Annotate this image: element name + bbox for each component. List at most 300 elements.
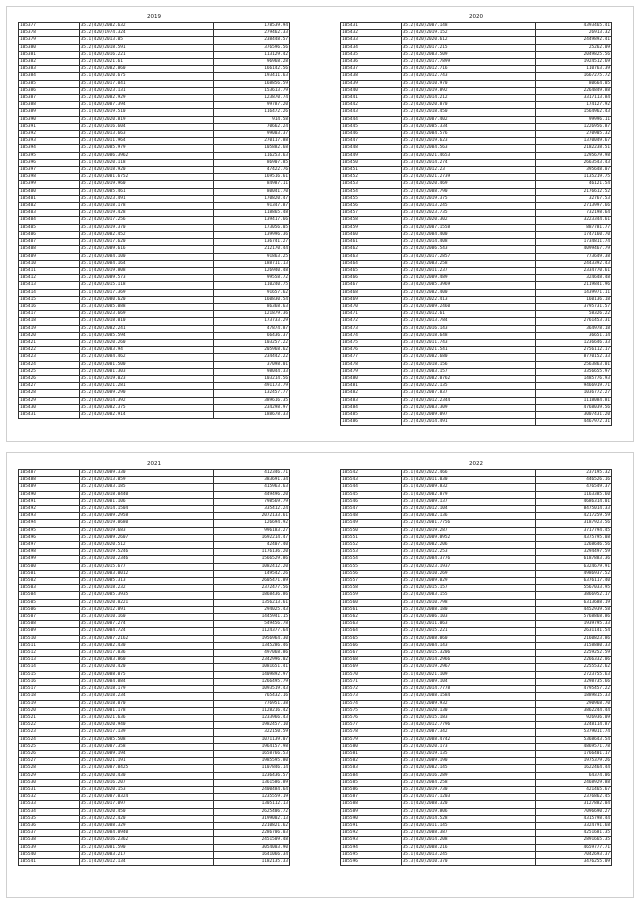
row-code-cell: 35.3(420)2015.677 bbox=[79, 563, 213, 570]
table-row bbox=[19, 397, 290, 404]
row-id-cell: 105396 bbox=[19, 159, 80, 166]
row-code-cell: 35.2(420)2020.420 bbox=[79, 664, 213, 671]
row-id-cell: 105384 bbox=[19, 73, 80, 80]
row-code-cell: 35.3(420)2021.281 bbox=[79, 383, 213, 390]
table-row bbox=[19, 700, 290, 707]
table-row bbox=[19, 664, 290, 671]
row-id-cell: 105387 bbox=[19, 95, 80, 102]
row-amount-cell: 8475014.33 bbox=[535, 506, 611, 513]
row-amount-cell: 1036772.27 bbox=[535, 390, 611, 397]
row-code-cell: 35.3(420)2010.370 bbox=[401, 858, 535, 865]
table-row bbox=[341, 397, 612, 404]
table-row bbox=[341, 30, 612, 37]
row-amount-cell: 1566529.86 bbox=[213, 556, 289, 563]
row-amount-cell: 1889815.33 bbox=[535, 693, 611, 700]
table-row bbox=[341, 693, 612, 700]
row-amount-cell: 66436.37 bbox=[213, 332, 289, 339]
table-row bbox=[19, 375, 290, 382]
row-code-cell: 35.2(420)2018.232 bbox=[79, 585, 213, 592]
row-code-cell: 35.2(420)2013.059 bbox=[79, 477, 213, 484]
row-amount-cell: 2468929.88 bbox=[535, 779, 611, 786]
row-code-cell: 35.2(420)2020.173 bbox=[401, 743, 535, 750]
table-row bbox=[341, 808, 612, 815]
row-amount-cell: 2176612.52 bbox=[535, 188, 611, 195]
row-id-cell: 105393 bbox=[19, 138, 80, 145]
row-amount-cell: 91863.25 bbox=[213, 253, 289, 260]
row-id-cell: 105563 bbox=[341, 621, 402, 628]
table-row bbox=[341, 116, 612, 123]
row-code-cell: 35.3(420)2002.375 bbox=[79, 404, 213, 411]
row-amount-cell: 1163385.60 bbox=[535, 491, 611, 498]
table-row bbox=[19, 354, 290, 361]
row-code-cell: 35.1(420)2019.808 bbox=[79, 267, 213, 274]
row-id-cell: 105401 bbox=[19, 195, 80, 202]
table-row bbox=[19, 217, 290, 224]
row-amount-cell: 279462.33 bbox=[213, 30, 289, 37]
row-id-cell: 105555 bbox=[341, 563, 402, 570]
table-row bbox=[341, 311, 612, 318]
table-row bbox=[19, 411, 290, 418]
table-row bbox=[341, 260, 612, 267]
row-amount-cell: 238448.57 bbox=[213, 37, 289, 44]
row-id-cell: 105548 bbox=[341, 513, 402, 520]
row-code-cell: 35.2(420)2021.2739 bbox=[401, 174, 535, 181]
table-row bbox=[19, 368, 290, 375]
table-row bbox=[341, 73, 612, 80]
row-code-cell: 35.1(420)2019.510 bbox=[79, 109, 213, 116]
row-code-cell: 35.1(420)2013.05 bbox=[79, 37, 213, 44]
row-amount-cell: 491173.79 bbox=[213, 383, 289, 390]
table-row bbox=[19, 750, 290, 757]
table-row bbox=[19, 80, 290, 87]
table-row bbox=[19, 267, 290, 274]
table-row bbox=[19, 786, 290, 793]
row-id-cell: 105503 bbox=[19, 585, 80, 592]
row-code-cell: 35.3(420)2008.329 bbox=[79, 822, 213, 829]
table-row bbox=[341, 217, 612, 224]
row-id-cell: 105475 bbox=[341, 339, 402, 346]
row-amount-cell: 1667275.72 bbox=[535, 73, 611, 80]
row-amount-cell: 99787.20 bbox=[213, 102, 289, 109]
row-amount-cell: 2625406.72 bbox=[213, 808, 289, 815]
table-row bbox=[341, 671, 612, 678]
row-id-cell: 105591 bbox=[341, 822, 402, 829]
table-row bbox=[19, 606, 290, 613]
row-id-cell: 105492 bbox=[19, 506, 80, 513]
table-row bbox=[341, 411, 612, 418]
row-id-cell: 105410 bbox=[19, 260, 80, 267]
row-id-cell: 105479 bbox=[341, 368, 402, 375]
row-code-cell: 35.2(420)2001.6752 bbox=[79, 174, 213, 181]
row-id-cell: 105426 bbox=[19, 375, 80, 382]
row-amount-cell: 26913.32 bbox=[535, 30, 611, 37]
row-id-cell: 105541 bbox=[19, 858, 80, 865]
row-amount-cell: 123870.74 bbox=[213, 95, 289, 102]
row-code-cell: 35.3(420)2023.491 bbox=[79, 195, 213, 202]
table-row bbox=[19, 722, 290, 729]
table-row bbox=[341, 542, 612, 549]
row-id-cell: 105430 bbox=[19, 404, 80, 411]
row-amount-cell: 1356213.61 bbox=[213, 599, 289, 606]
row-code-cell: 35.2(420)2020.612 bbox=[401, 37, 535, 44]
row-amount-cell: 42407.40 bbox=[213, 542, 289, 549]
table-row bbox=[341, 174, 612, 181]
row-id-cell: 105488 bbox=[19, 477, 80, 484]
row-amount-cell: 99558.72 bbox=[213, 275, 289, 282]
table-row bbox=[341, 339, 612, 346]
table-row bbox=[19, 527, 290, 534]
row-code-cell: 35.2(420)2018.156 bbox=[401, 361, 535, 368]
row-id-cell: 105425 bbox=[19, 368, 80, 375]
row-amount-cell: 110240.75 bbox=[213, 282, 289, 289]
table-row bbox=[341, 282, 612, 289]
row-amount-cell: 1868436.86 bbox=[213, 592, 289, 599]
row-id-cell: 105480 bbox=[341, 375, 402, 382]
row-amount-cell: 2266332.06 bbox=[535, 657, 611, 664]
row-code-cell: 35.1(420)2011.030 bbox=[401, 477, 535, 484]
table-row bbox=[341, 59, 612, 66]
row-code-cell: 35.2(420)2011.237 bbox=[401, 267, 535, 274]
table-row bbox=[341, 686, 612, 693]
row-amount-cell: 58326.22 bbox=[535, 311, 611, 318]
row-amount-cell: 149542.26 bbox=[213, 570, 289, 577]
table-row bbox=[19, 311, 290, 318]
row-id-cell: 105499 bbox=[19, 556, 80, 563]
row-code-cell: 35.2(420)2008.060 bbox=[401, 635, 535, 642]
row-amount-cell: 46121.54 bbox=[535, 181, 611, 188]
table-row bbox=[341, 152, 612, 159]
table-row bbox=[19, 260, 290, 267]
row-id-cell: 105542 bbox=[341, 470, 402, 477]
row-id-cell: 105412 bbox=[19, 275, 80, 282]
table-row bbox=[341, 253, 612, 260]
row-id-cell: 105552 bbox=[341, 542, 402, 549]
row-amount-cell: 926936.09 bbox=[535, 714, 611, 721]
row-id-cell: 105464 bbox=[341, 260, 402, 267]
row-code-cell: 35.2(420)2009.616 bbox=[79, 246, 213, 253]
row-id-cell: 105406 bbox=[19, 231, 80, 238]
row-id-cell: 105538 bbox=[19, 837, 80, 844]
row-amount-cell: 3317113.84 bbox=[535, 95, 611, 102]
row-id-cell: 105472 bbox=[341, 318, 402, 325]
row-code-cell: 35.2(420)2007.148 bbox=[401, 23, 535, 30]
table-row bbox=[19, 635, 290, 642]
row-id-cell: 105505 bbox=[19, 599, 80, 606]
row-code-cell: 35.3(420)2009.137 bbox=[401, 498, 535, 505]
table-row bbox=[341, 520, 612, 527]
table-row bbox=[341, 657, 612, 664]
row-amount-cell: 1236646.33 bbox=[535, 339, 611, 346]
row-code-cell: 35.3(420)2019.370 bbox=[79, 224, 213, 231]
row-id-cell: 105418 bbox=[19, 318, 80, 325]
row-id-cell: 105485 bbox=[341, 411, 402, 418]
row-amount-cell: 2891665.35 bbox=[535, 837, 611, 844]
row-amount-cell: 2255532.62 bbox=[535, 664, 611, 671]
table-row bbox=[19, 145, 290, 152]
table-row bbox=[19, 470, 290, 477]
table-row bbox=[341, 786, 612, 793]
row-id-cell: 105394 bbox=[19, 145, 80, 152]
table-row bbox=[341, 830, 612, 837]
table-row bbox=[19, 477, 290, 484]
row-amount-cell: 364978.18 bbox=[535, 325, 611, 332]
table-row bbox=[19, 181, 290, 188]
row-amount-cell: 1182135.33 bbox=[213, 858, 289, 865]
row-amount-cell: 2264849.88 bbox=[535, 87, 611, 94]
row-amount-cell: 178539.94 bbox=[213, 23, 289, 30]
row-amount-cell: 5379011.74 bbox=[535, 729, 611, 736]
table-row bbox=[19, 642, 290, 649]
table-row bbox=[19, 801, 290, 808]
row-code-cell: 35.2(420)2018.591 bbox=[79, 44, 213, 51]
table-row bbox=[19, 303, 290, 310]
row-code-cell: 35.2(420)2012.61 bbox=[401, 311, 535, 318]
row-code-cell: 35.3(420)2003.0012 bbox=[79, 570, 213, 577]
row-code-cell: 35.2(420)2005.508 bbox=[79, 736, 213, 743]
row-amount-cell: 1622464.44 bbox=[535, 765, 611, 772]
row-code-cell: 35.3(420)2020.819 bbox=[79, 116, 213, 123]
table-row bbox=[341, 614, 612, 621]
table-row bbox=[341, 534, 612, 541]
row-code-cell: 35.1(420)2019.023 bbox=[79, 375, 213, 382]
table-row bbox=[341, 599, 612, 606]
row-code-cell: 35.2(420)2018.070 bbox=[79, 700, 213, 707]
row-amount-cell: 3199002.13 bbox=[213, 815, 289, 822]
row-amount-cell: 1118084.81 bbox=[535, 397, 611, 404]
row-id-cell: 105495 bbox=[19, 527, 80, 534]
row-code-cell: 35.2(420)2002.145 bbox=[401, 765, 535, 772]
row-code-cell: 35.3(420)2020.940 bbox=[79, 722, 213, 729]
row-amount-cell: 139996.36 bbox=[213, 231, 289, 238]
row-amount-cell: 173056.05 bbox=[213, 224, 289, 231]
row-code-cell: 35.2(420)2000.620 bbox=[79, 296, 213, 303]
row-amount-cell: 6313688.19 bbox=[535, 599, 611, 606]
row-code-cell: 35.2(420)2020.302 bbox=[401, 217, 535, 224]
row-amount-cell: 4375795.08 bbox=[535, 534, 611, 541]
table-row bbox=[19, 390, 290, 397]
row-id-cell: 105431 bbox=[341, 23, 402, 30]
row-code-cell: 35.3(420)2021.636 bbox=[79, 714, 213, 721]
row-amount-cell: 776951.38 bbox=[213, 700, 289, 707]
table-row bbox=[341, 549, 612, 556]
row-code-cell: 35.3(420)2009.190 bbox=[401, 758, 535, 765]
row-id-cell: 105587 bbox=[341, 794, 402, 801]
row-amount-cell: 3223344.61 bbox=[535, 217, 611, 224]
row-id-cell: 105526 bbox=[19, 750, 80, 757]
table-row bbox=[19, 138, 290, 145]
row-amount-cell: 7042693.37 bbox=[535, 851, 611, 858]
row-id-cell: 105581 bbox=[341, 750, 402, 757]
row-amount-cell: 86368.63 bbox=[213, 303, 289, 310]
table-row bbox=[341, 563, 612, 570]
row-amount-cell: 1766401.17 bbox=[535, 750, 611, 757]
row-id-cell: 105509 bbox=[19, 628, 80, 635]
row-code-cell: 35.3(420)2004.143 bbox=[401, 642, 535, 649]
row-amount-cell: 1982457.10 bbox=[213, 722, 289, 729]
row-code-cell: 35.3(420)2005.461 bbox=[79, 188, 213, 195]
row-id-cell: 105467 bbox=[341, 282, 402, 289]
table-row bbox=[19, 506, 290, 513]
row-amount-cell: 376596.56 bbox=[213, 44, 289, 51]
table-row bbox=[19, 830, 290, 837]
row-amount-cell: 3717794.45 bbox=[535, 527, 611, 534]
table-row bbox=[341, 181, 612, 188]
table-row bbox=[341, 23, 612, 30]
row-code-cell: 35.3(420)2013.245 bbox=[401, 203, 535, 210]
row-amount-cell: 1235559.19 bbox=[213, 794, 289, 801]
row-id-cell: 105487 bbox=[19, 470, 80, 477]
row-amount-cell: 1564962.43 bbox=[535, 109, 611, 116]
row-amount-cell: 1734811.74 bbox=[535, 239, 611, 246]
row-id-cell: 105551 bbox=[341, 534, 402, 541]
table-row bbox=[341, 700, 612, 707]
row-code-cell: 35.2(420)2004.462 bbox=[79, 354, 213, 361]
row-id-cell: 105529 bbox=[19, 772, 80, 779]
table-row bbox=[19, 51, 290, 58]
row-id-cell: 105404 bbox=[19, 217, 80, 224]
table-row bbox=[341, 844, 612, 851]
row-code-cell: 35.2(420)2007.0324 bbox=[79, 794, 213, 801]
row-amount-cell: 449496.20 bbox=[213, 491, 289, 498]
row-code-cell: 35.2(420)2008.790 bbox=[401, 188, 535, 195]
row-code-cell: 35.3(420)2005.334 bbox=[401, 123, 535, 130]
row-id-cell: 105419 bbox=[19, 325, 80, 332]
row-amount-cell: 136741.27 bbox=[213, 239, 289, 246]
row-id-cell: 105571 bbox=[341, 678, 402, 685]
row-id-cell: 105449 bbox=[341, 152, 402, 159]
table-row bbox=[19, 714, 290, 721]
row-id-cell: 105590 bbox=[341, 815, 402, 822]
row-id-cell: 105411 bbox=[19, 267, 80, 274]
table-row bbox=[19, 361, 290, 368]
row-code-cell: 35.2(420)2008.4742 bbox=[401, 736, 535, 743]
row-code-cell: 35.2(420)2006.103 bbox=[401, 614, 535, 621]
row-code-cell: 35.2(420)2009.2607 bbox=[79, 534, 213, 541]
row-amount-cell: 188711.13 bbox=[213, 260, 289, 267]
table-row bbox=[19, 325, 290, 332]
row-amount-cell: 3298735.66 bbox=[535, 678, 611, 685]
row-id-cell: 105536 bbox=[19, 822, 80, 829]
row-amount-cell: 169516.61 bbox=[213, 174, 289, 181]
row-code-cell: 35.3(420)2011.743 bbox=[401, 339, 535, 346]
table-row bbox=[19, 174, 290, 181]
table-row bbox=[19, 779, 290, 786]
ledger-table bbox=[340, 469, 612, 866]
row-id-cell: 105382 bbox=[19, 59, 80, 66]
table-row bbox=[19, 570, 290, 577]
row-id-cell: 105474 bbox=[341, 332, 402, 339]
table-row bbox=[341, 51, 612, 58]
ledger-table bbox=[340, 22, 612, 426]
row-code-cell: 35.2(420)2007.0425 bbox=[79, 765, 213, 772]
row-code-cell: 35.3(420)2004.563 bbox=[401, 145, 535, 152]
row-id-cell: 105447 bbox=[341, 138, 402, 145]
table-row bbox=[341, 167, 612, 174]
row-id-cell: 105578 bbox=[341, 729, 402, 736]
row-amount-cell: 2713997.66 bbox=[535, 203, 611, 210]
row-amount-cell: 1236436.57 bbox=[213, 772, 289, 779]
row-amount-cell: 270905.32 bbox=[535, 131, 611, 138]
row-code-cell: 35.2(420)2019.5246 bbox=[79, 549, 213, 556]
row-amount-cell: 1081651.41 bbox=[213, 664, 289, 671]
table-row bbox=[341, 224, 612, 231]
row-code-cell: 35.2(420)2003.860 bbox=[79, 657, 213, 664]
row-amount-cell: 126940.48 bbox=[213, 267, 289, 274]
row-code-cell: 35.2(420)2006.543 bbox=[401, 246, 535, 253]
table-row bbox=[341, 383, 612, 390]
row-id-cell: 105459 bbox=[341, 224, 402, 231]
row-id-cell: 105567 bbox=[341, 650, 402, 657]
row-amount-cell: 2400484.64 bbox=[213, 786, 289, 793]
row-amount-cell: 84987.11 bbox=[213, 181, 289, 188]
table-row bbox=[341, 621, 612, 628]
row-code-cell: 35.2(420)2001.500 bbox=[79, 361, 213, 368]
row-amount-cell: 36651.14 bbox=[535, 332, 611, 339]
table-row bbox=[341, 498, 612, 505]
year-section-2022 bbox=[340, 461, 612, 866]
row-amount-cell: 153613.79 bbox=[213, 87, 289, 94]
row-amount-cell: 446526.16 bbox=[535, 477, 611, 484]
row-code-cell: 35.2(420)2020.0221 bbox=[79, 599, 213, 606]
table-row bbox=[341, 289, 612, 296]
row-amount-cell: 1071139.07 bbox=[213, 736, 289, 743]
row-id-cell: 105543 bbox=[341, 477, 402, 484]
table-row bbox=[341, 722, 612, 729]
row-amount-cell: 2605471.89 bbox=[213, 578, 289, 585]
row-id-cell: 105468 bbox=[341, 289, 402, 296]
row-id-cell: 105383 bbox=[19, 66, 80, 73]
row-code-cell: 35.2(420)2017.139 bbox=[79, 729, 213, 736]
row-amount-cell: 2723755.63 bbox=[535, 671, 611, 678]
table-row bbox=[19, 102, 290, 109]
row-code-cell: 35.2(420)2015.221 bbox=[401, 628, 535, 635]
row-id-cell: 105402 bbox=[19, 203, 80, 210]
row-id-cell: 105380 bbox=[19, 44, 80, 51]
row-id-cell: 105431 bbox=[19, 411, 80, 418]
row-amount-cell: 47874.87 bbox=[213, 325, 289, 332]
row-amount-cell: 497068.86 bbox=[213, 650, 289, 657]
row-id-cell: 105407 bbox=[19, 239, 80, 246]
row-amount-cell: 116472.26 bbox=[213, 109, 289, 116]
row-code-cell: 35.2(420)2002.929 bbox=[79, 95, 213, 102]
row-amount-cell: 3187923.56 bbox=[535, 520, 611, 527]
row-code-cell: 35.3(420)2007.358 bbox=[79, 743, 213, 750]
row-code-cell: 35.2(420)2003.509 bbox=[401, 51, 535, 58]
row-code-cell: 35.2(420)2015.118 bbox=[79, 282, 213, 289]
row-amount-cell: 2160823.86 bbox=[535, 635, 611, 642]
table-row bbox=[19, 231, 290, 238]
row-code-cell: 35.2(420)2016.207 bbox=[79, 779, 213, 786]
row-code-cell: 35.2(420)2009.290 bbox=[79, 390, 213, 397]
row-code-cell: 35.2(420)2019.0680 bbox=[79, 520, 213, 527]
row-amount-cell: 2443392.43 bbox=[535, 260, 611, 267]
row-amount-cell: 6324679.91 bbox=[535, 563, 611, 570]
row-id-cell: 105515 bbox=[19, 671, 80, 678]
table-row bbox=[341, 736, 612, 743]
row-id-cell: 105534 bbox=[19, 808, 80, 815]
row-code-cell: 35.3(420)2010.798 bbox=[401, 599, 535, 606]
row-amount-cell: 80041.70 bbox=[213, 188, 289, 195]
row-id-cell: 105511 bbox=[19, 642, 80, 649]
table-row bbox=[19, 116, 290, 123]
row-id-cell: 105570 bbox=[341, 671, 402, 678]
row-code-cell: 35.3(420)2014.528 bbox=[401, 815, 535, 822]
row-amount-cell: 98044.33 bbox=[213, 368, 289, 375]
row-amount-cell: 237195.32 bbox=[535, 470, 611, 477]
row-id-cell: 105553 bbox=[341, 549, 402, 556]
row-code-cell: 35.2(420)2017.215 bbox=[401, 44, 535, 51]
row-code-cell: 35.2(420)2004.724 bbox=[79, 628, 213, 635]
